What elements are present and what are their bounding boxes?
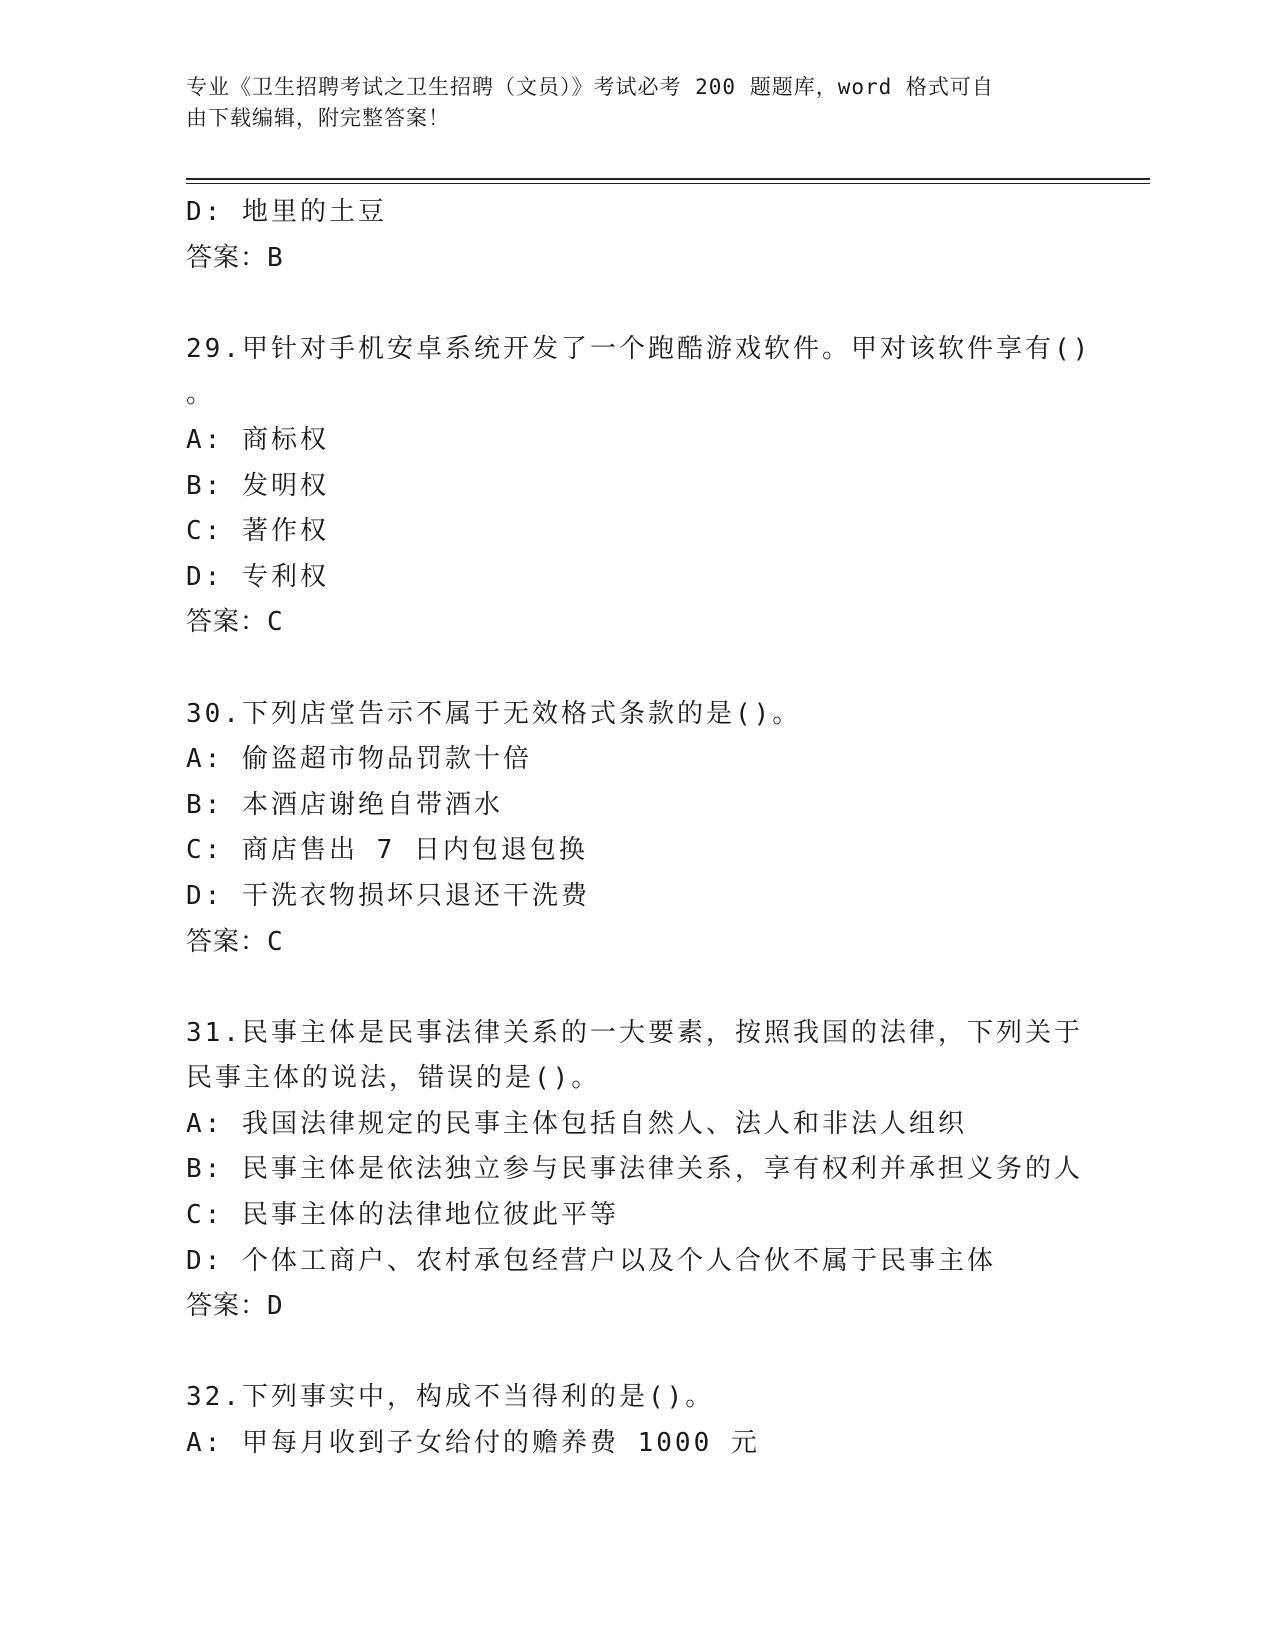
option-b: B: 发明权 (186, 470, 329, 501)
option-c: C: 民事主体的法律地位彼此平等 (186, 1200, 619, 1231)
answer-label: 答案： (186, 1291, 268, 1322)
answer-label: 答案： (186, 242, 268, 273)
header-divider (186, 178, 1150, 180)
document-header (186, 72, 1066, 134)
answer-value: C (267, 926, 284, 957)
option-b: B: 本酒店谢绝自带酒水 (186, 789, 503, 820)
option-a: A: 甲每月收到子女给付的赡养费 1000 元 (186, 1428, 760, 1459)
answer-value: B (267, 242, 284, 273)
question-text: 31.民事主体是民事法律关系的一大要素，按照我国的法律，下列关于 (186, 1017, 1083, 1048)
header-line-1: 专业《卫生招聘考试之卫生招聘（文员）》考试必考 200 题题库，word 格式可自 (186, 75, 994, 99)
answer-label: 答案： (186, 607, 268, 638)
header-divider-thin (186, 183, 1150, 184)
answer-line (186, 600, 1086, 646)
option-b: B: 民事主体是依法独立参与民事法律关系，享有权利并承担义务的人 (186, 1154, 1083, 1185)
question-list (186, 190, 1092, 1467)
answer-value: C (267, 607, 284, 638)
option-d: D: 地里的土豆 (186, 197, 387, 227)
option-d: D: 干洗衣物损坏只退还干洗费 (186, 880, 590, 911)
option-d: D: 专利权 (186, 561, 329, 592)
question-text-cont: 。 (186, 379, 216, 410)
option-c: C: 著作权 (186, 516, 329, 547)
question-text: 29.甲针对手机安卓系统开发了一个跑酷游戏软件。甲对该软件享有() (186, 333, 1092, 364)
option-a: A: 商标权 (186, 424, 329, 455)
question-text: 32.下列事实中，构成不当得利的是()。 (186, 1382, 715, 1413)
answer-label: 答案： (186, 926, 268, 957)
option-d: D: 个体工商户、农村承包经营户以及个人合伙不属于民事主体 (186, 1245, 996, 1276)
question-text-cont: 民事主体的说法，错误的是()。 (186, 1063, 601, 1094)
answer-line (186, 236, 1086, 282)
option-a: A: 偷盗超市物品罚款十倍 (186, 744, 532, 775)
answer-line (186, 920, 1086, 966)
answer-line (186, 1284, 1086, 1330)
option-c: C: 商店售出 7 日内包退包换 (186, 835, 588, 866)
question-text: 30.下列店堂告示不属于无效格式条款的是()。 (186, 698, 802, 729)
answer-value: D (267, 1291, 284, 1322)
header-line-2: 由下载编辑，附完整答案！ (186, 106, 450, 130)
option-a: A: 我国法律规定的民事主体包括自然人、法人和非法人组织 (186, 1108, 967, 1139)
